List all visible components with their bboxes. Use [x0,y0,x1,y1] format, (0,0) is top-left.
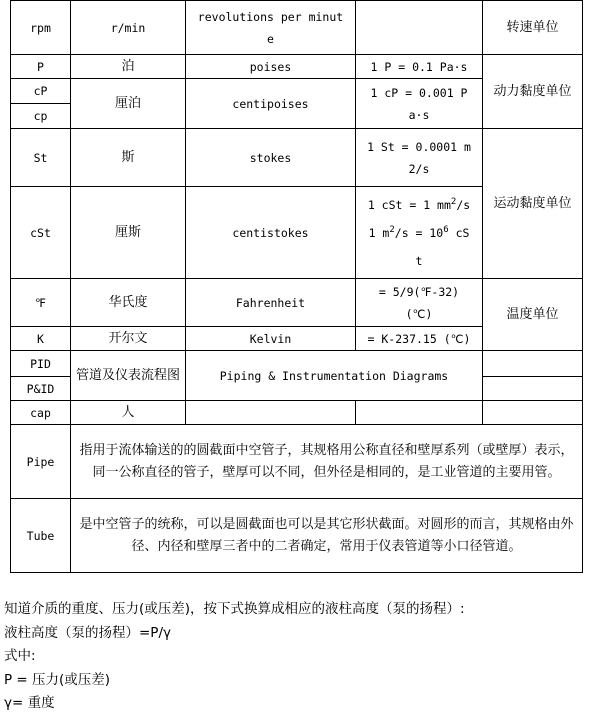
en-cell: Fahrenheit [186,279,356,327]
cn-cell: 泊 [71,55,186,79]
abbr-cell: Pipe [11,425,71,499]
abbr-cell: cSt [11,187,71,279]
cn-cell: 人 [71,401,186,425]
en-cell: stokes [186,129,356,187]
en-cell: revolutions per minut e [186,1,356,55]
category-cell [483,401,583,425]
category-cell: 温度单位 [483,279,583,351]
conv-cell: = K-237.15 (℃) [356,327,483,351]
definition-cell: 是中空管子的统称，可以是圆截面也可以是其它形状截面。对圆形的而言，其规格由外径、内径和壁厚三者中的二者确定，常用于仪表管道等小口径管道。 [71,499,583,573]
en-cell: centistokes [186,187,356,279]
conv-cell: 1 cSt = 1 $mm^2/s$ 1 $m^2/s = 10^6$ cS t [356,187,483,279]
abbr-cell: P [11,55,71,79]
units-table [10,0,583,573]
table-row [11,425,583,499]
table-row [11,55,583,79]
cn-cell: r/min [71,1,186,55]
category-cell: 运动黏度单位 [483,129,583,279]
conv-cell: 1 cP = 0.001 P a·s [356,79,483,129]
conv-cell: 1 P = 0.1 Pa·s [356,55,483,79]
category-cell: 动力黏度单位 [483,55,583,129]
formula-var-gamma: γ= 重度 [4,695,55,711]
en-cell: Piping & Instrumentation Diagrams [186,351,483,401]
abbr-cell: PID [11,351,71,377]
en-cell [186,401,356,425]
table-row [11,129,583,187]
table-row [11,351,583,377]
formula-var-p: P = 压力(或压差) [4,671,111,688]
formula-equation: 液柱高度（泵的扬程）=P/γ [4,624,171,641]
en-cell: poises [186,55,356,79]
category-cell: 转速单位 [483,1,583,55]
cn-cell: 厘泊 [71,79,186,129]
abbr-cell: ℉ [11,279,71,327]
abbr-cell: cap [11,401,71,425]
conv-cell: = 5/9(℉-32) (℃) [356,279,483,327]
abbr-cell: rpm [11,1,71,55]
conv-cell: 1 St = 0.0001 m 2/s [356,129,483,187]
abbr-cell: P&ID [11,377,71,401]
cn-cell: 开尔文 [71,327,186,351]
cn-cell: 华氏度 [71,279,186,327]
table-row [11,1,583,55]
cn-cell: 厘斯 [71,187,186,279]
cn-cell: 斯 [71,129,186,187]
definition-cell: 指用于流体输送的的圆截面中空管子，其规格用公称直径和壁厚系列（或壁厚）表示，同一公称直径的管子，壁厚可以不同，但外径是相同的，是工业管道的主要用管。 [71,425,583,499]
en-cell: Kelvin [186,327,356,351]
category-cell [483,351,583,377]
conv-cell [356,1,483,55]
table-row [11,499,583,573]
table-row [11,401,583,425]
category-cell [483,377,583,401]
conv-cell [356,401,483,425]
abbr-cell: Tube [11,499,71,573]
en-cell: centipoises [186,79,356,129]
formula-section [4,598,594,716]
abbr-cell: K [11,327,71,351]
formula-intro: 知道介质的重度、压力(或压差)，按下式换算成相应的液柱高度（泵的扬程）: [4,601,465,617]
cn-cell: 管道及仪表流程图 [71,351,186,401]
abbr-cell: cp [11,104,71,129]
table-row [11,279,583,327]
abbr-cell: cP [11,79,71,104]
formula-where: 式中: [4,648,36,664]
abbr-cell: St [11,129,71,187]
